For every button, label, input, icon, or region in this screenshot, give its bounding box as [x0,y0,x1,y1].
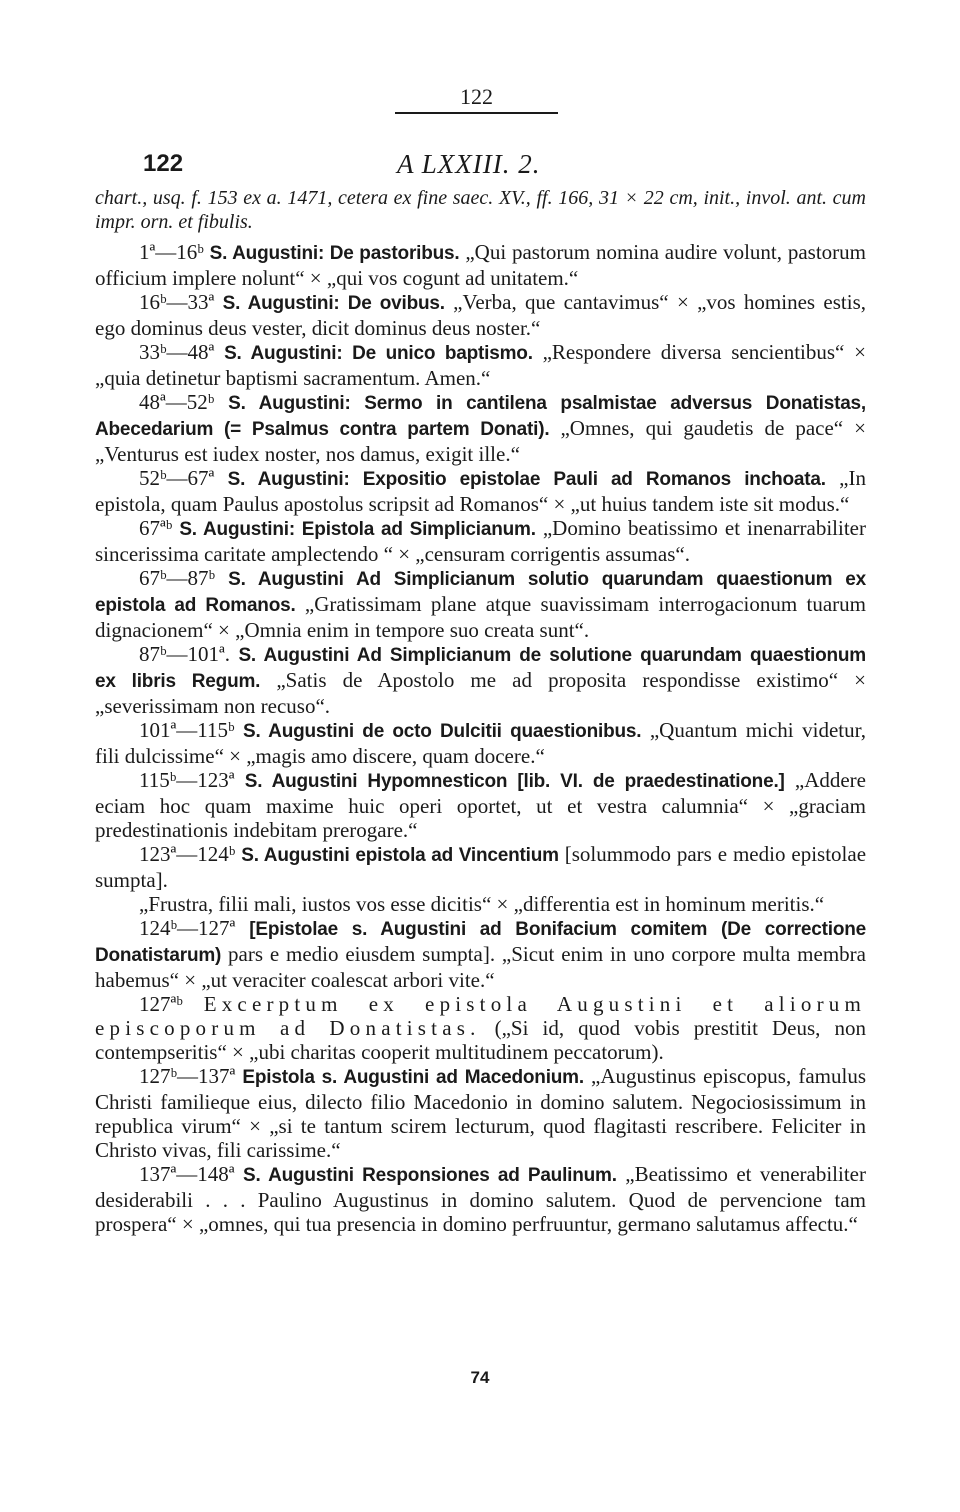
folio-range: 67ªᵇ [139,516,180,540]
work-title: S. Augustini de octo Dulcitii quaestionibus. [243,721,642,742]
content-item [95,892,866,916]
content-item [95,992,866,1064]
shelfmark: A LXXIII. 2. [397,149,541,179]
work-title: S. Augustini: De ovibus. [222,293,445,314]
content-item [95,1064,866,1162]
work-title: S. Augustini: Expositio epistolae Pauli ad Romanos inchoata. [227,469,826,490]
content-item [95,466,866,516]
work-title: S. Augustini: De pastoribus. [209,243,460,264]
incipit-explicit: „Augustinus episcopus, famulus Christi familieque eius, dilecto filio Macedonio in domino salutem. Negociosissimum in republica virum“ × „si te tantum scirem lecturum, quod flagitasti rescribere. Feliciter in Christo vivas, fili carissime.“ [95,1064,866,1162]
content-item [95,768,866,842]
work-title: S. Augustini Ad Simplicianum de solutione quarundam quaestionum ex libris Regum. [95,645,866,692]
work-title: [Epistolae s. Augustini ad Bonifacium comitem (De correctione Donatistarum) [95,919,867,966]
work-title: S. Augustini: Epistola ad Simplicianum. [179,519,536,540]
incipit-explicit: „Respondere diversa sencientibus“ × „quia detinetur baptismi sacramentum. Amen.“ [95,340,866,390]
incipit-explicit: „Quantum michi videtur, fili dulcissime“ × „magis amo discere, quam docere.“ [95,718,867,768]
folio-range: 101ª—115ᵇ [139,718,244,742]
content-item [95,290,866,340]
folio-range: 52ᵇ—67ª [139,466,228,490]
folio-range: 48ª—52ᵇ [139,390,229,414]
work-title: S. Augustini: De unico baptismo. [224,343,533,364]
folio-range: 124ᵇ—127ª [139,916,250,940]
contents-list [95,240,866,1236]
folio-range: 123ª—124ᵇ [139,842,242,866]
folio-range: 127ᵇ—137ª [139,1064,243,1088]
content-item [95,240,866,290]
content-item [95,842,866,892]
work-title: S. Augustini Hypomnesticon [lib. VI. de praedestinatione.] [244,771,785,792]
folio-range: 33ᵇ—48ª [139,340,225,364]
work-title: S. Augustini Ad Simplicianum solutio quarundam quaestionum ex epistola ad Romanos. [95,569,866,616]
incipit-explicit: „Domino beatissimo et inenarrabiliter sincerissima caritate amplectendo “ × „censuram corrigentis assumas“. [95,516,866,566]
folio-range: 1ª—16ᵇ [139,240,210,264]
incipit-explicit: [solummodo pars e medio epistolae sumpta]. [95,842,867,892]
incipit-explicit: „In epistola, quam Paulus apostolus scripsit ad Romanos“ × „ut huius tandem iste sit modus.“ [95,466,866,516]
folio-range: 127ªᵇ [139,992,204,1016]
work-title: S. Augustini epistola ad Vincentium [241,845,559,866]
incipit-explicit: „Satis de Apostolo me ad proposita respondisse existimo“ × „severissimam non recuso“. [95,668,866,718]
folio-range: 137ª—148ª [139,1162,243,1186]
work-title: S. Augustini Responsiones ad Paulinum. [243,1165,617,1186]
running-page-number: 122 [395,84,558,114]
folio-range: 67ᵇ—87ᵇ [139,566,229,590]
content-item [95,566,866,642]
incipit-explicit: „Addere eciam hoc quam maxime huic operi oportet, ut et vestra calumnia“ × „graciam predestinationis indebitam prerogare.“ [95,768,866,842]
content-item [95,516,866,566]
folio-range: 87ᵇ—101ª. [139,642,239,666]
work-title: S. Augustini: Sermo in cantilena psalmistae adversus Donatistas, Abecedarium (= Psalmus contra partem Donati). [95,393,867,440]
incipit-explicit: („Si id, quod vobis prestitit Deus, non contempseritis“ × „ubi charitas cooperit multitudinem peccatorum). [95,1016,866,1064]
folio-range: 16ᵇ—33ª [139,290,223,314]
incipit-explicit: „Beatissimo et venerabiliter desiderabili . . . Paulino Augustinus in domino salutem. Quod de pervencione tam prospera“ × „omnes, qui tua presencia in domino perfruuntur, germano salutamus affectu.“ [95,1162,866,1236]
content-item [95,1162,866,1236]
sheet-signature: 74 [470,1368,490,1387]
content-item [95,340,866,390]
work-title-spaced: Excerptum ex epistola Augustini et aliorum episcoporum ad Donatistas. [95,992,867,1040]
entry-heading [95,148,866,184]
folio-range: 115ᵇ—123ª [139,768,245,792]
incipit-explicit: pars e medio eiusdem sumpta]. „Sicut enim in uno corpore multa membra habemus“ × „ut veraciter coalescat arbori vite.“ [95,942,866,992]
codex-description: chart., usq. f. 153 ex a. 1471, cetera ex fine saec. XV., ff. 166, 31 × 22 cm, init., invol. ant. cum impr. orn. et fibulis. [95,187,866,233]
content-item [95,642,866,718]
incipit-explicit: „Omnes, qui gaudetis de pace“ × „Venturus est iudex noster, nos damus, exigit ille.“ [95,416,866,466]
entry-number: 122 [143,150,184,177]
incipit-explicit: „Frustra, filii mali, iustos vos esse dicitis“ × „differentia est in hominum meritis.“ [139,892,825,916]
content-item [95,390,866,466]
incipit-explicit: „Verba, que cantavimus“ × „vos homines estis, ego dominus deus vester, dicit dominus deus noster.“ [95,290,866,340]
page-body [95,148,866,1236]
content-item [95,718,866,768]
content-item [95,916,866,992]
incipit-explicit: „Qui pastorum nomina audire volunt, pastorum officium implere nolunt“ × „qui vos cogunt ad unitatem.“ [95,240,867,290]
incipit-explicit: „Gratissimam plane atque suavissimam interrogacionum tuarum dignacionem“ × „Omnia enim in tempore suo creata sunt“. [95,592,867,642]
work-title: Epistola s. Augustini ad Macedonium. [242,1067,584,1088]
